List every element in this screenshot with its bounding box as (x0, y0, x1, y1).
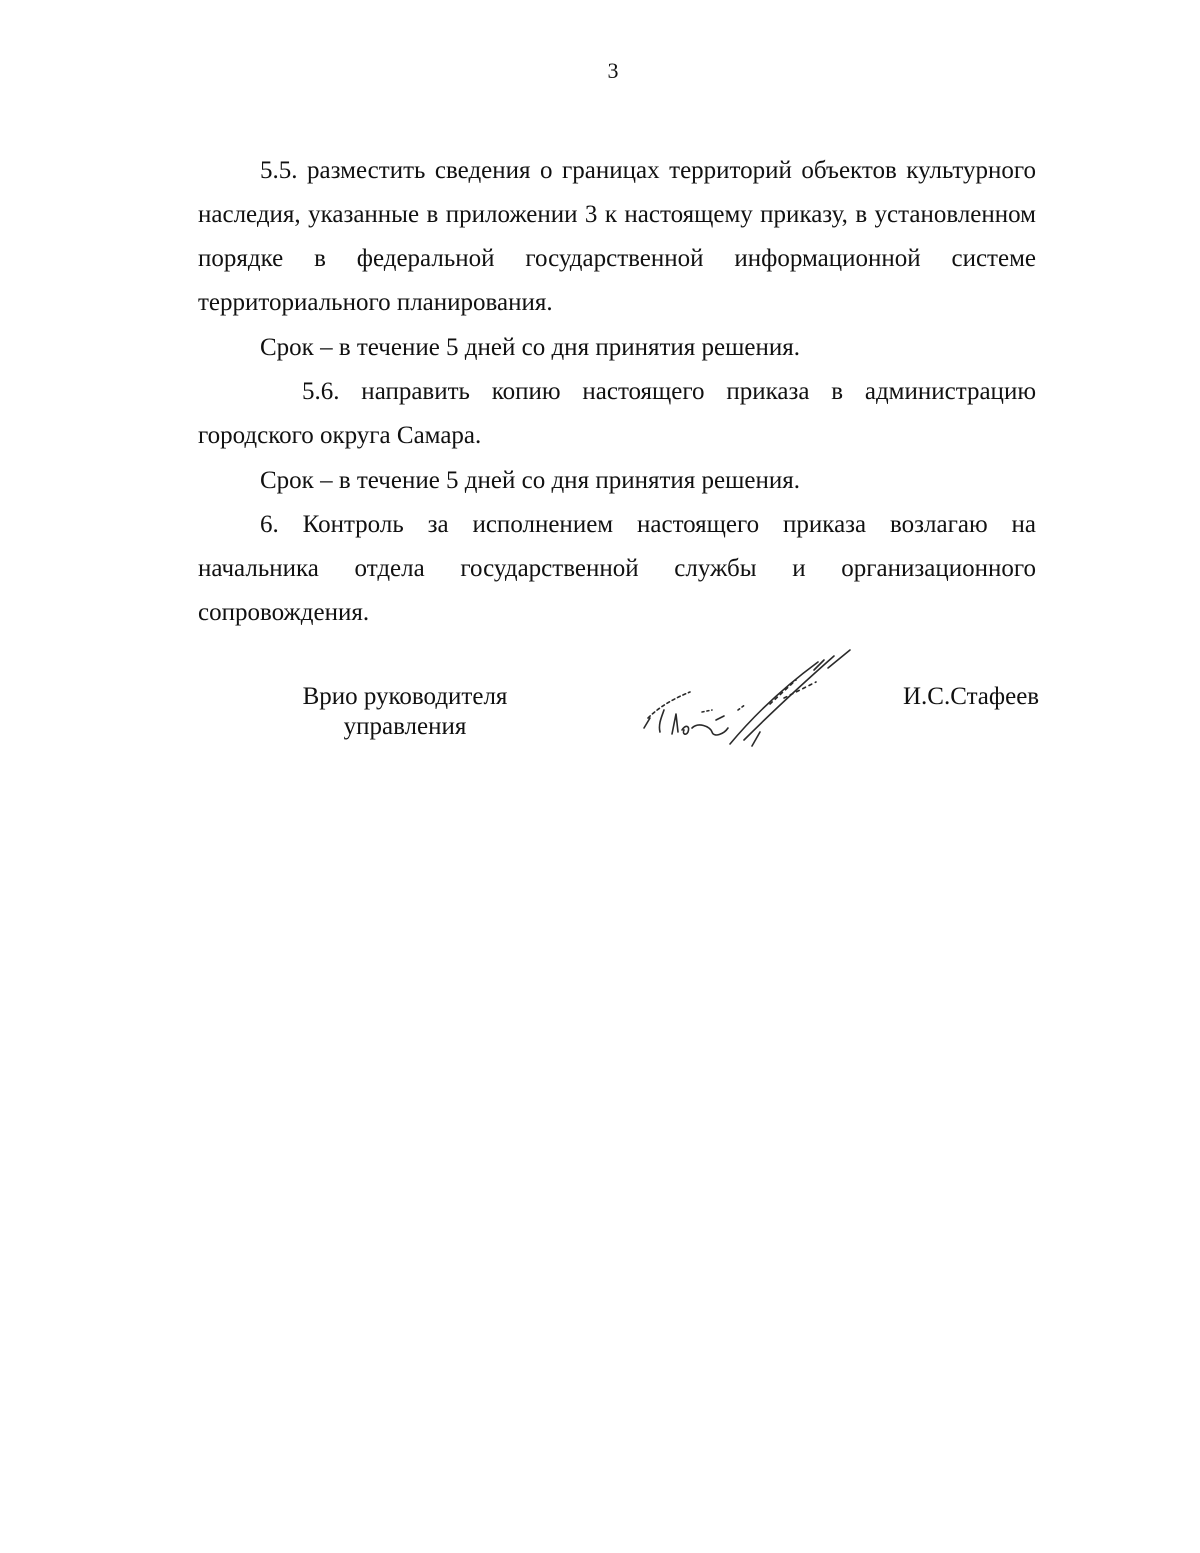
signatory-name: И.С.Стафеев (903, 683, 1040, 710)
deadline-1-block (198, 326, 1036, 370)
paragraph-6: 6. Контроль за исполнением настоящего приказа возлагаю на начальника отдела государственной службы и организационного сопровождения. (198, 511, 1036, 626)
paragraph-5-5: 5.5. разместить сведения о границах территорий объектов культурного наследия, указанные в приложении 3 к настоящему приказу, в установленном порядке в федеральной государственной информационной системе территориального планирования. (198, 157, 1036, 316)
paragraph-5-6: 5.6. направить копию настоящего приказа в администрацию городского округа Самара. (198, 378, 1036, 449)
page-number: 3 (607, 58, 619, 83)
deadline-2: Срок – в течение 5 дней со дня принятия решения. (260, 467, 800, 494)
handwritten-signature (620, 640, 870, 770)
signatory-position-line-2: управления (343, 713, 467, 740)
paragraph-5-6-block (198, 370, 1036, 458)
deadline-2-block (198, 459, 1036, 503)
signatory-position-line-1: Врио руководителя (302, 683, 508, 710)
signatory-position (280, 682, 530, 742)
deadline-1: Срок – в течение 5 дней со дня принятия решения. (260, 334, 800, 361)
paragraph-5-5-block (198, 149, 1036, 325)
paragraph-6-block (198, 503, 1036, 635)
